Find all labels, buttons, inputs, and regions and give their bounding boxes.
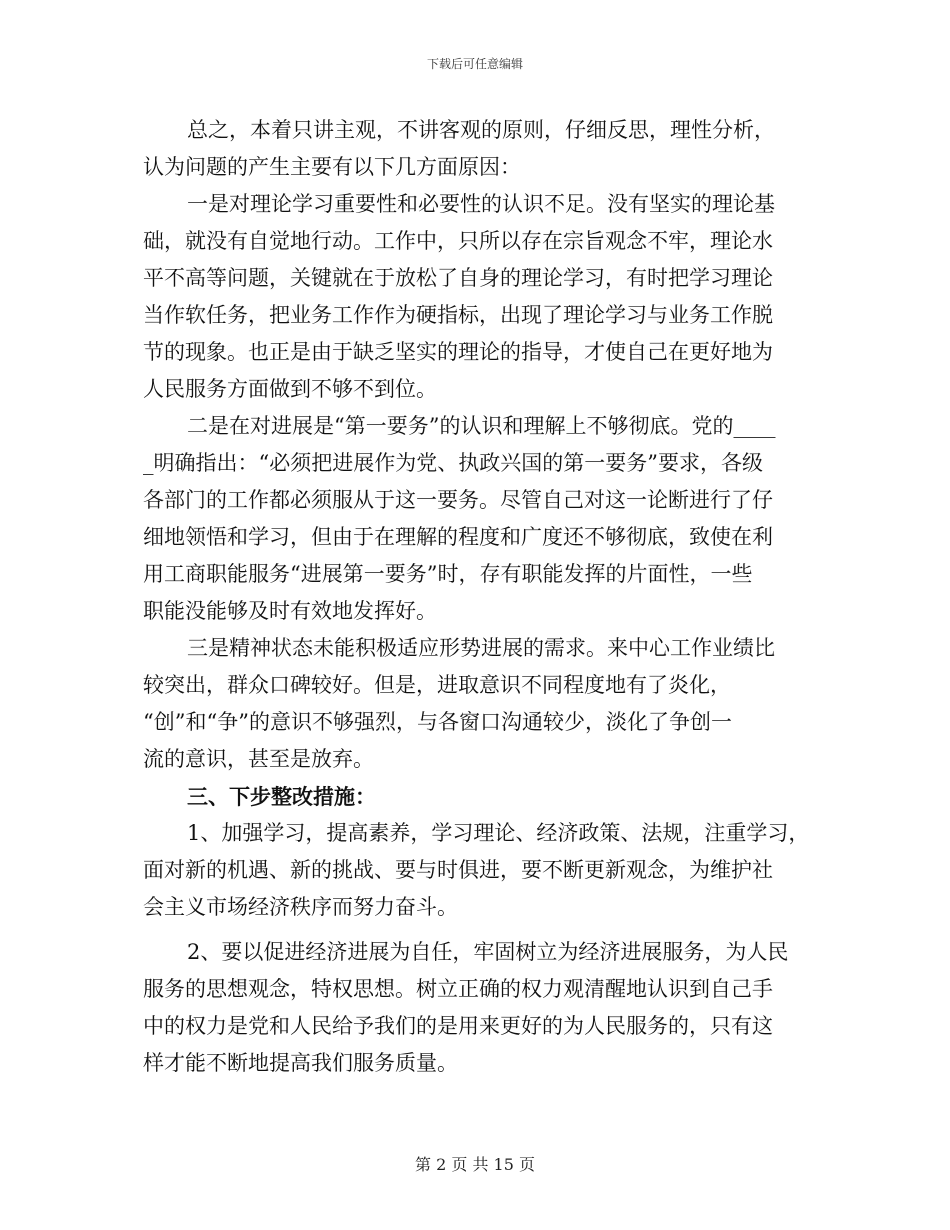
paragraph-gap [143, 926, 823, 934]
paragraph-line: 三是精神状态未能积极适应形势进展的需求。来中心工作业绩比 [187, 636, 775, 660]
paragraph-line: 会主义市场经济秩序而努力奋斗。 [143, 895, 458, 919]
paragraph-line: 人民服务方面做到不够不到位。 [143, 377, 437, 401]
paragraph-line: 面对新的机遇、新的挑战、要与时俱进，要不断更新观念，为维护社 [143, 858, 773, 882]
paragraph-line: 础，就没有自觉地行动。工作中，只所以存在宗旨观念不牢，理论水 [143, 229, 773, 253]
paragraph-line: 二是在对进展是“第一要务”的认识和理解上不够彻底。党的____ [187, 414, 776, 438]
paragraph-line: _明确指出：“必须把进展作为党、执政兴国的第一要务”要求，各级 [143, 451, 763, 475]
paragraph-line: 各部门的工作都必须服从于这一要务。尽管自己对这一论断进行了仔 [143, 488, 773, 512]
paragraph-line: 中的权力是党和人民给予我们的是用来更好的为人民服务的，只有这 [143, 1014, 773, 1038]
page-number: 第 2 页 共 15 页 [415, 1155, 535, 1174]
paragraph-line: “创”和“争”的意识不够强烈，与各窗口沟通较少，淡化了争创一 [143, 710, 732, 734]
paragraph-line: 用工商职能服务“进展第一要务”时，存有职能发挥的片面性，一些 [143, 562, 753, 586]
paragraph-line: 一是对理论学习重要性和必要性的认识不足。没有坚实的理论基 [187, 192, 775, 216]
paragraph-line: 当作软任务，把业务工作作为硬指标，出现了理论学习与业务工作脱 [143, 303, 773, 327]
paragraph-line: 流的意识，甚至是放弃。 [143, 747, 374, 771]
paragraph-line: 服务的思想观念，特权思想。树立正确的权力观清醒地认识到自己手 [143, 977, 773, 1001]
paragraph-line: 较突出，群众口碑较好。但是，进取意识不同程度地有了炎化， [143, 673, 731, 697]
paragraph-line: 细地领悟和学习，但由于在理解的程度和广度还不够彻底，致使在利 [143, 525, 773, 549]
section-heading: 三、下步整改措施： [187, 784, 376, 809]
paragraph-line: 2、要以促进经济进展为自任，牢固树立为经济进展服务，为人民 [187, 940, 789, 964]
paragraph-line: 总之，本着只讲主观，不讲客观的原则，仔细反思，理性分析， [187, 118, 775, 142]
paragraph-line: 认为问题的产生主要有以下几方面原因： [143, 155, 521, 179]
paragraph-line: 职能没能够及时有效地发挥好。 [143, 599, 437, 623]
paragraph-line: 节的现象。也正是由于缺乏坚实的理论的指导，才使自己在更好地为 [143, 340, 773, 364]
document-body [143, 112, 823, 1082]
paragraph-line: 样才能不断地提高我们服务质量。 [143, 1051, 458, 1075]
header-note: 下载后可任意编辑 [426, 57, 523, 71]
paragraph-line: 平不高等问题，关键就在于放松了自身的理论学习，有时把学习理论 [143, 266, 773, 290]
paragraph-line: 1、加强学习，提高素养，学习理论、经济政策、法规，注重学习， [187, 821, 810, 845]
